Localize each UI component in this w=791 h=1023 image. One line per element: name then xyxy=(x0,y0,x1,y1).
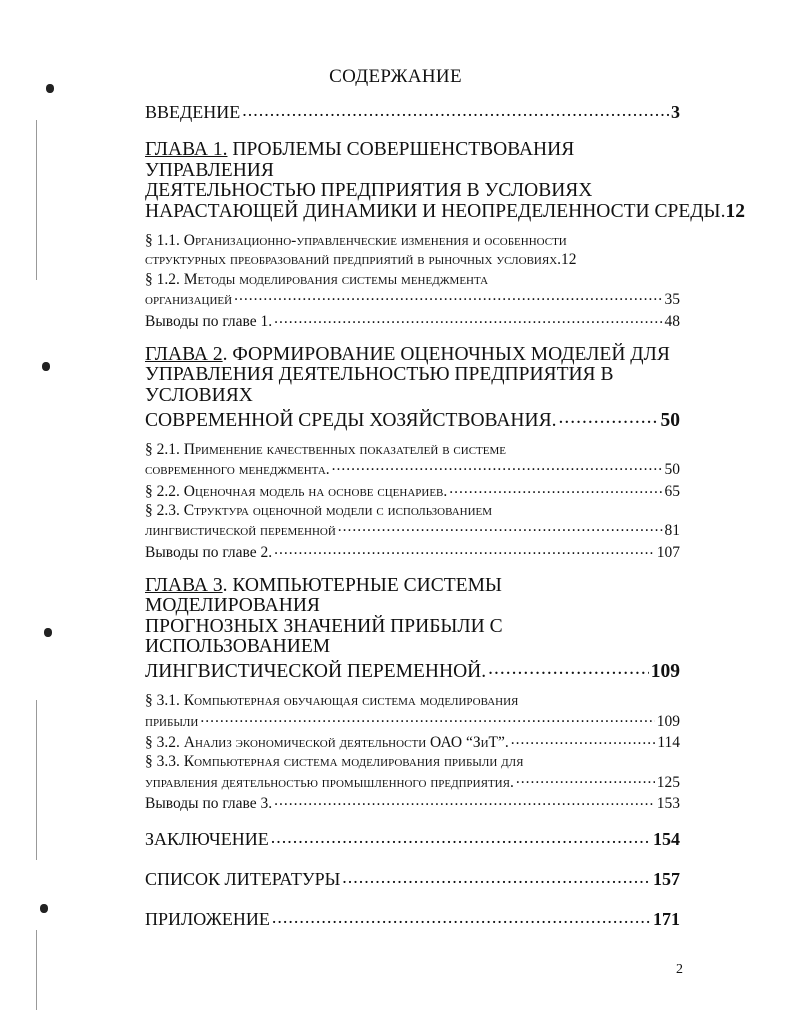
punch-hole-mark xyxy=(44,628,52,637)
toc-page: 171 xyxy=(653,909,680,929)
punch-hole-mark xyxy=(42,362,50,371)
dot-leader xyxy=(272,907,651,925)
dot-leader xyxy=(200,710,654,726)
dot-leader xyxy=(516,771,655,787)
toc-label: ВВЕДЕНИЕ xyxy=(145,102,241,122)
toc-page: 154 xyxy=(653,829,680,849)
toc-conclusion-3 xyxy=(145,793,680,814)
dot-leader xyxy=(274,541,655,557)
section-title-line: современного менеджмента. xyxy=(145,461,330,478)
toc-page: 107 xyxy=(656,543,680,561)
scan-edge-line xyxy=(36,700,37,860)
toc-page: 50 xyxy=(664,461,680,478)
section-title-line: управления деятельностью промышленного предприятия. xyxy=(145,773,514,791)
toc-entry-conclusion xyxy=(145,827,680,849)
dot-leader xyxy=(234,289,662,305)
chapter-title-line: СОВРЕМЕННОЙ СРЕДЫ ХОЗЯЙСТВОВАНИЯ. xyxy=(145,409,557,431)
toc-page: 12 xyxy=(725,200,745,222)
section-title-line: структурных преобразований предприятий в рыночных условиях. xyxy=(145,250,562,268)
toc-label: Выводы по главе 1. xyxy=(145,312,273,330)
section-title-line: § 1.2. Методы моделирования системы менеджмента xyxy=(145,270,489,288)
page-title: СОДЕРЖАНИЕ xyxy=(329,66,462,87)
section-title-line: § 3.1. Компьютерная обучающая система моделирования xyxy=(145,692,519,709)
toc-conclusion-1 xyxy=(145,310,680,331)
dot-leader xyxy=(558,406,658,426)
toc-page: 157 xyxy=(653,869,680,889)
section-title-line: § 2.1. Применение качественных показателей в системе xyxy=(145,440,506,458)
dot-leader xyxy=(242,100,669,118)
toc-section-3-1 xyxy=(145,691,680,732)
chapter-prefix: ГЛАВА 3 xyxy=(145,574,223,596)
toc-page: 50 xyxy=(660,409,680,431)
toc-label: ПРИЛОЖЕНИЕ xyxy=(145,909,270,929)
toc-page: 48 xyxy=(664,312,680,330)
chapter-title-line: УПРАВЛЕНИЯ ДЕЯТЕЛЬНОСТЬЮ ПРЕДПРИЯТИЯ В УСЛОВИЯХ xyxy=(145,364,614,406)
section-title-line: § 2.3. Структура оценочной модели с использованием xyxy=(145,501,493,519)
toc-page: 125 xyxy=(656,773,680,791)
chapter-title-line: ДЕЯТЕЛЬНОСТЬЮ ПРЕДПРИЯТИЯ В УСЛОВИЯХ xyxy=(145,180,593,201)
toc-section-2-3 xyxy=(145,501,680,542)
chapter-title-line: ПРОБЛЕМЫ СОВЕРШЕНСТВОВАНИЯ УПРАВЛЕНИЯ xyxy=(145,139,575,181)
section-title-line: лингвистической переменной xyxy=(145,522,336,539)
toc-page: 3 xyxy=(671,102,680,122)
toc-page: 114 xyxy=(657,734,680,751)
toc-page: 35 xyxy=(664,291,680,308)
toc-label: Выводы по главе 2. xyxy=(145,543,273,561)
toc-page: 109 xyxy=(656,712,680,730)
toc-label: ЗАКЛЮЧЕНИЕ xyxy=(145,829,269,849)
toc-section-1-1 xyxy=(145,231,680,270)
dot-leader xyxy=(342,867,651,885)
table-of-contents xyxy=(145,100,745,929)
toc-page: 81 xyxy=(664,522,680,539)
toc-conclusion-2 xyxy=(145,541,680,562)
toc-section-2-1 xyxy=(145,440,680,481)
dot-leader xyxy=(338,520,663,536)
toc-chapter-2 xyxy=(145,345,680,431)
section-title-line: § 1.1. Организационно-управленческие изменения и особенности xyxy=(145,231,567,249)
toc-page: 109 xyxy=(650,661,680,682)
toc-section-2-2 xyxy=(145,480,680,501)
chapter-title-line: ПРОГНОЗНЫХ ЗНАЧЕНИЙ ПРИБЫЛИ С ИСПОЛЬЗОВАНИЕМ xyxy=(145,615,503,657)
toc-page: 65 xyxy=(664,482,680,500)
dot-leader xyxy=(488,658,649,678)
toc-section-1-2 xyxy=(145,270,680,311)
toc-label: СПИСОК ЛИТЕРАТУРЫ xyxy=(145,869,341,889)
toc-page: 153 xyxy=(656,795,680,812)
chapter-title-line: . ФОРМИРОВАНИЕ ОЦЕНОЧНЫХ МОДЕЛЕЙ ДЛЯ xyxy=(222,343,670,365)
toc-section-3-2 xyxy=(145,732,680,753)
section-title-line: § 3.3. Компьютерная система моделирования прибыли для xyxy=(145,753,524,770)
dot-leader xyxy=(449,480,662,496)
chapter-prefix: ГЛАВА 2 xyxy=(145,343,223,365)
chapter-prefix: ГЛАВА 1. xyxy=(145,139,228,160)
toc-entry-intro xyxy=(145,100,680,122)
punch-hole-mark xyxy=(40,904,48,913)
section-title-line: § 2.2. Оценочная модель на основе сценариев. xyxy=(145,482,448,500)
dot-leader xyxy=(274,793,655,809)
toc-chapter-1 xyxy=(145,139,745,222)
page-number: 2 xyxy=(676,962,683,977)
chapter-title-line: ЛИНГВИСТИЧЕСКОЙ ПЕРЕМЕННОЙ. xyxy=(145,661,487,682)
dot-leader xyxy=(511,732,656,748)
section-title-line: прибыли xyxy=(145,712,199,730)
chapter-title-line: НАРАСТАЮЩЕЙ ДИНАМИКИ И НЕОПРЕДЕЛЕННОСТИ СРЕДЫ. xyxy=(145,200,726,222)
dot-leader xyxy=(332,459,663,475)
scan-edge-line xyxy=(36,120,37,280)
toc-chapter-3 xyxy=(145,576,680,683)
chapter-title-line: . КОМПЬЮТЕРНЫЕ СИСТЕМЫ МОДЕЛИРОВАНИЯ xyxy=(145,574,502,616)
section-title-line: § 3.2. Анализ экономической деятельности ОАО “ЗиТ”. xyxy=(145,734,509,751)
toc-entry-references xyxy=(145,867,680,889)
toc-section-3-3 xyxy=(145,752,680,793)
toc-entry-appendix xyxy=(145,907,680,929)
section-title-line: организацией xyxy=(145,291,233,308)
toc-page: 12 xyxy=(561,250,577,268)
scan-edge-line xyxy=(36,930,37,1010)
punch-hole-mark xyxy=(46,84,54,93)
dot-leader xyxy=(274,310,662,326)
dot-leader xyxy=(271,827,651,845)
toc-label: Выводы по главе 3. xyxy=(145,795,273,812)
